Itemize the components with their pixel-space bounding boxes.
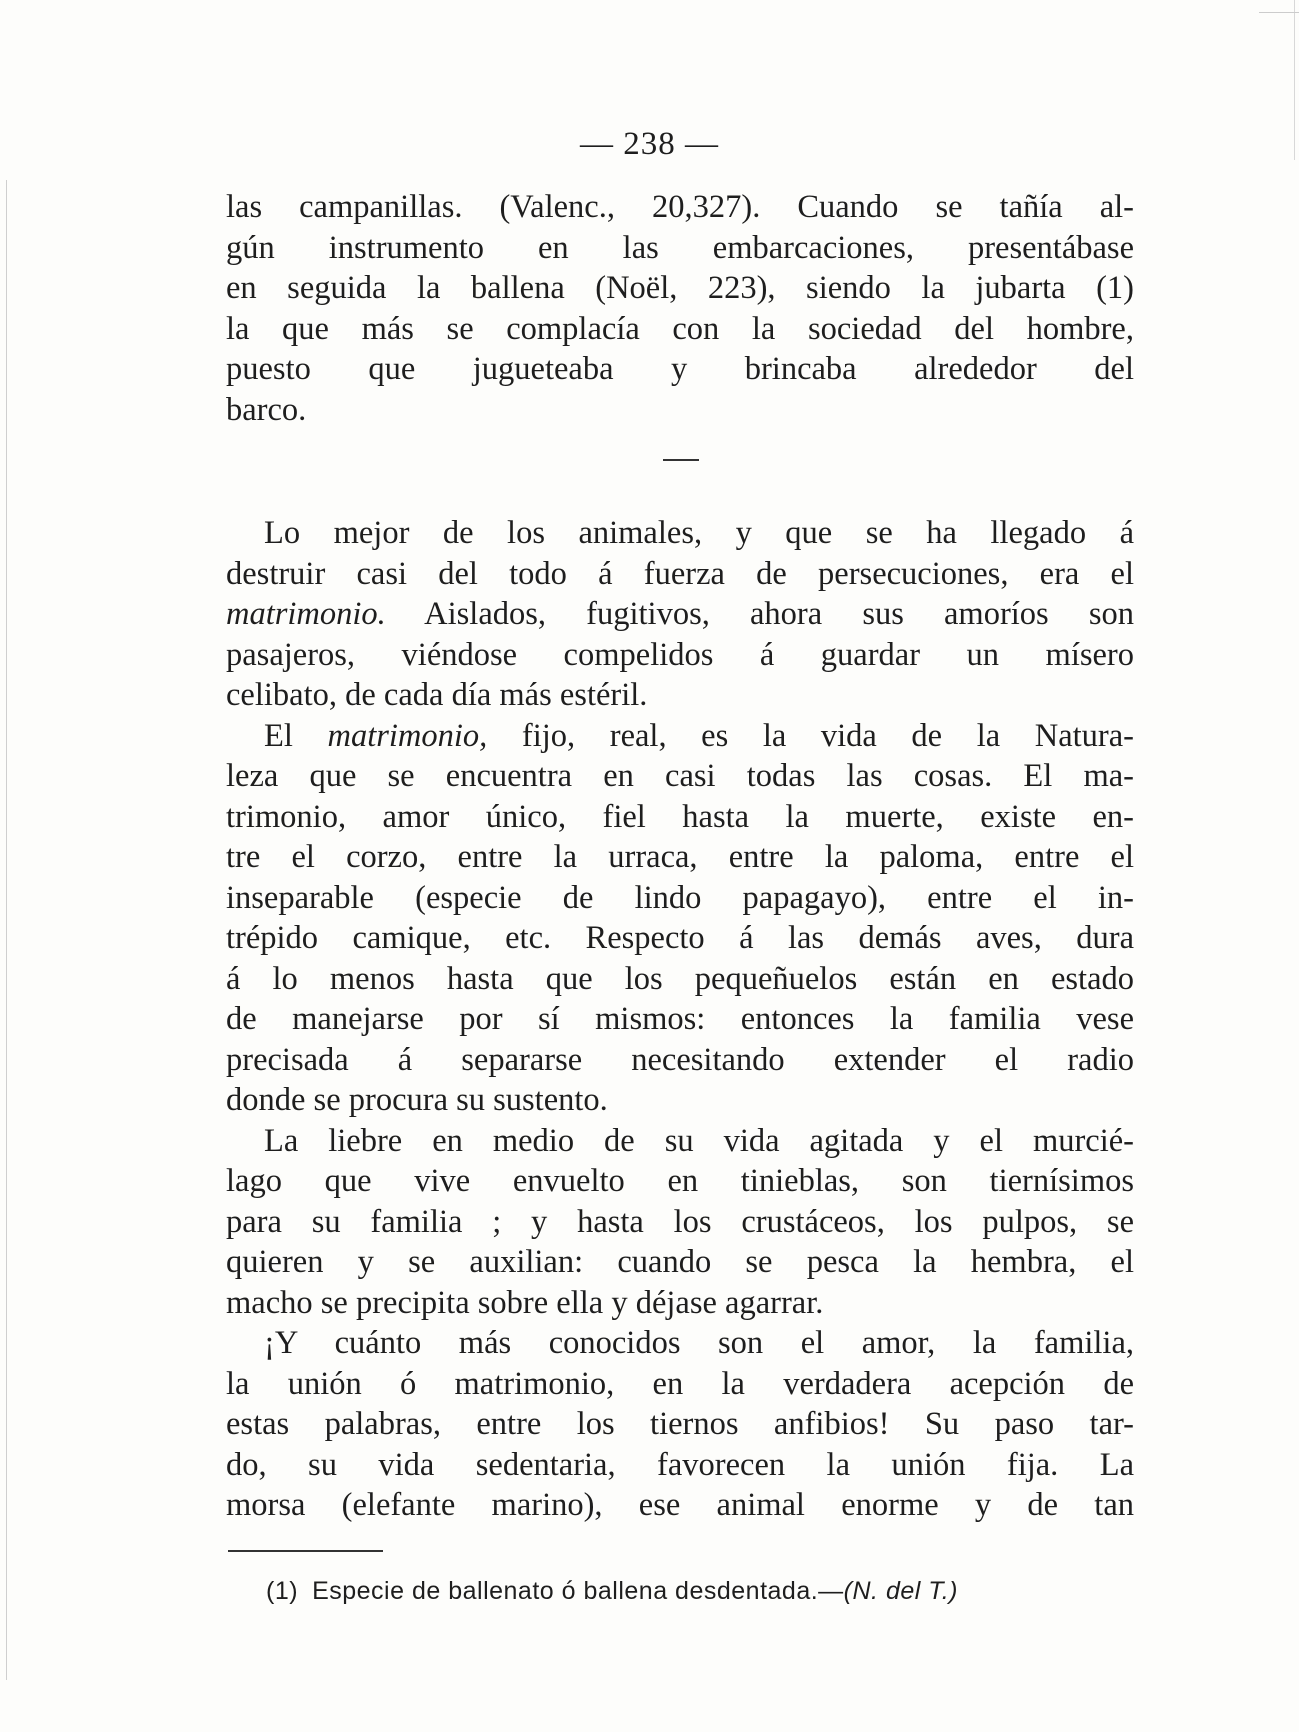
text-line: para su familia ; y hasta los crustáceos, los pulpos, se [226,1203,1134,1240]
text-line: donde se procura su sustento. [226,1082,608,1118]
text-line: de manejarse por sí mismos: entonces la familia vese [226,1001,1134,1037]
text-line: á lo menos hasta que los pequeñuelos están en estado [226,960,1134,997]
text-line: la que más se complacía con la sociedad del hombre, [226,310,1134,347]
text-line: trépido camique, etc. Respecto á las demás aves, dura [226,920,1134,956]
text-line: trimonio, amor único, fiel hasta la muerte, existe en- [226,798,1134,835]
text-line: tre el corzo, entre la urraca, entre la paloma, entre el [226,839,1134,875]
text-line: gún instrumento en las embarcaciones, presentábase [226,229,1134,266]
footnote-text: Especie de ballenato ó ballena desdentada.— [312,1577,844,1605]
footnote [266,1577,958,1606]
text-line: estas palabras, entre los tiernos anfibios! Su paso tar- [226,1406,1134,1442]
scan-edge-left [6,180,7,1680]
text-line: pasajeros, viéndose compelidos á guardar un mísero [226,636,1134,673]
text-line: celibato, de cada día más estéril. [226,677,648,713]
page-number: — 238 — [580,126,719,162]
text-line: macho se precipita sobre ella y déjase agarrar. [226,1284,824,1321]
text-line: Lo mejor de los animales, y que se ha llegado á [264,515,1134,551]
section-1-text [226,187,1134,430]
text-line: do, su vida sedentaria, favorecen la unión fija. La [226,1446,1134,1483]
text-line: quieren y se auxilian: cuando se pesca la hembra, el [226,1244,1134,1280]
text-line: ¡Y cuánto más conocidos son el amor, la familia, [264,1325,1134,1361]
text-line: puesto que jugueteaba y brincaba alrededor del [226,351,1134,387]
text-span: Aislados, fugitivos, ahora sus amoríos son [385,596,1134,632]
text-span: fijo, real, es la vida de la Natura- [487,717,1134,754]
scan-top-line [1259,12,1299,13]
text-line: lago que vive envuelto en tinieblas, son tiernísimos [226,1163,1134,1199]
text-line [226,594,1134,635]
text-line [226,716,1134,757]
text-line: las campanillas. (Valenc., 20,327). Cuando se tañía al- [226,189,1134,225]
main-text [226,513,1134,1526]
section-divider [663,459,699,461]
italic-word: matrimonio, [327,717,488,754]
text-span: El [264,717,328,754]
footnote-rule [228,1550,383,1552]
text-line: la unión ó matrimonio, en la verdadera acepción de [226,1365,1134,1402]
text-line: inseparable (especie de lindo papagayo), entre el in- [226,879,1134,916]
italic-word: matrimonio. [226,596,386,632]
text-line: en seguida la ballena (Noël, 223), siendo la jubarta (1) [226,270,1134,306]
text-line: barco. [226,391,307,428]
text-line: destruir casi del todo á fuerza de persecuciones, era el [226,555,1134,592]
text-line: leza que se encuentra en casi todas las cosas. El ma- [226,758,1134,794]
text-line: morsa (elefante marino), ese animal enorme y de tan [226,1487,1134,1523]
text-line: La liebre en medio de su vida agitada y el murcié- [264,1122,1134,1159]
footnote-mark: (1) [266,1577,299,1605]
footnote-attribution: (N. del T.) [843,1577,958,1605]
text-line: precisada á separarse necesitando extender el radio [226,1041,1134,1078]
